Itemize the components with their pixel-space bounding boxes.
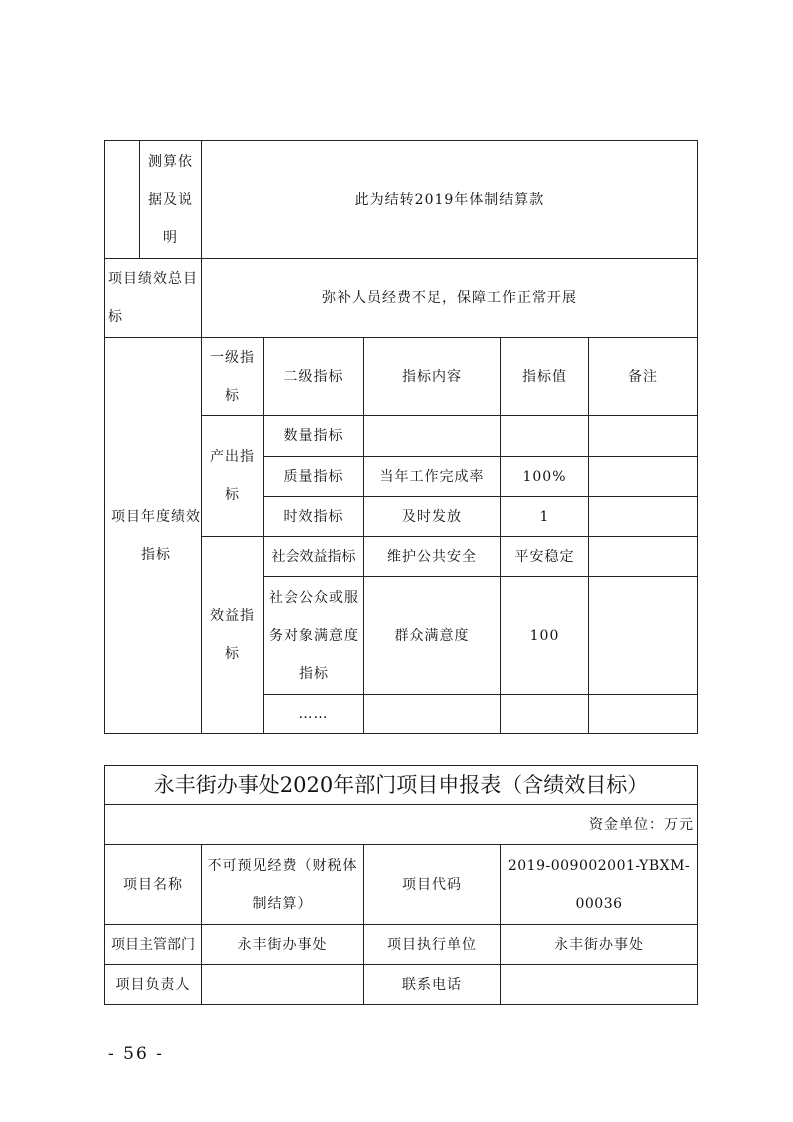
header-value: 指标值 xyxy=(501,338,589,416)
benefit-indicator-label: 效益指标 xyxy=(202,537,264,734)
header-note: 备注 xyxy=(589,338,698,416)
social-value: 平安稳定 xyxy=(501,537,589,577)
header-level2: 二级指标 xyxy=(264,338,364,416)
form-title: 永丰街办事处2020年部门项目申报表（含绩效目标） xyxy=(105,766,698,805)
quality-value: 100% xyxy=(501,457,589,497)
output-indicator-label: 产出指标 xyxy=(202,416,264,537)
performance-indicator-table xyxy=(104,140,698,734)
phone-value xyxy=(501,965,698,1005)
person-label: 项目负责人 xyxy=(105,965,202,1005)
page-number: - 56 - xyxy=(108,1044,164,1064)
exec-unit-label: 项目执行单位 xyxy=(364,925,501,965)
satisfaction-level2: 社会公众或服务对象满意度指标 xyxy=(264,577,364,695)
header-content: 指标内容 xyxy=(364,338,501,416)
more-value xyxy=(501,695,589,734)
fund-unit: 资金单位：万元 xyxy=(105,805,698,845)
phone-label: 联系电话 xyxy=(364,965,501,1005)
quality-content: 当年工作完成率 xyxy=(364,457,501,497)
timeliness-value: 1 xyxy=(501,497,589,537)
annual-indicator-label: 项目年度绩效指标 xyxy=(105,338,202,734)
timeliness-note xyxy=(589,497,698,537)
total-goal-label: 项目绩效总目标 xyxy=(105,259,202,338)
satisfaction-value: 100 xyxy=(501,577,589,695)
project-name-label: 项目名称 xyxy=(105,845,202,925)
social-level2: 社会效益指标 xyxy=(264,537,364,577)
satisfaction-note xyxy=(589,577,698,695)
project-application-table xyxy=(104,765,698,1005)
more-content xyxy=(364,695,501,734)
satisfaction-content: 群众满意度 xyxy=(364,577,501,695)
project-code-value: 2019-009002001-YBXM-00036 xyxy=(501,845,698,925)
project-name-value: 不可预见经费（财税体制结算） xyxy=(202,845,364,925)
social-note xyxy=(589,537,698,577)
exec-unit-value: 永丰街办事处 xyxy=(501,925,698,965)
quality-level2: 质量指标 xyxy=(264,457,364,497)
person-value xyxy=(202,965,364,1005)
social-content: 维护公共安全 xyxy=(364,537,501,577)
basis-value: 此为结转2019年体制结算款 xyxy=(202,141,698,259)
dept-label: 项目主管部门 xyxy=(105,925,202,965)
quantity-level2: 数量指标 xyxy=(264,416,364,457)
project-code-label: 项目代码 xyxy=(364,845,501,925)
total-goal-value: 弥补人员经费不足，保障工作正常开展 xyxy=(202,259,698,338)
dept-value: 永丰街办事处 xyxy=(202,925,364,965)
quantity-value xyxy=(501,416,589,457)
quality-note xyxy=(589,457,698,497)
timeliness-level2: 时效指标 xyxy=(264,497,364,537)
timeliness-content: 及时发放 xyxy=(364,497,501,537)
blank-cell xyxy=(105,141,140,259)
more-rows-ellipsis: …… xyxy=(264,695,364,734)
header-level1: 一级指标 xyxy=(202,338,264,416)
quantity-content xyxy=(364,416,501,457)
more-note xyxy=(589,695,698,734)
basis-label: 测算依据及说明 xyxy=(140,141,202,259)
quantity-note xyxy=(589,416,698,457)
